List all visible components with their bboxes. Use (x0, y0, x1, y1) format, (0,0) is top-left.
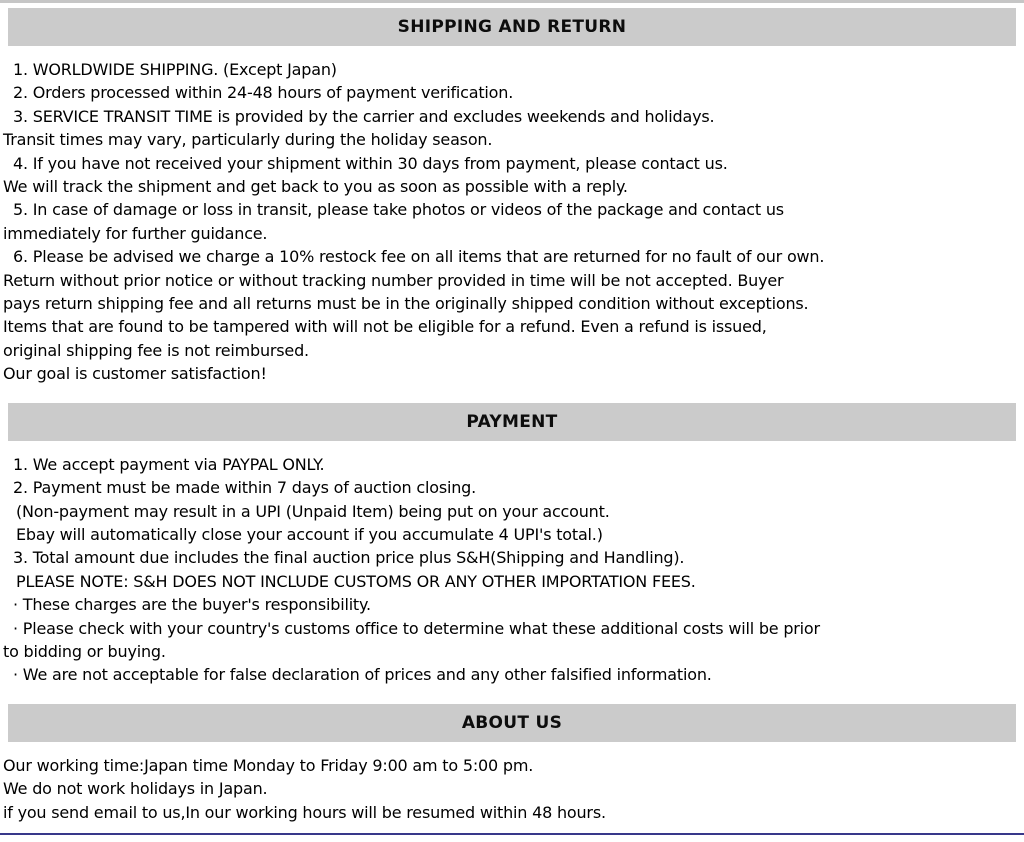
sections-container (0, 8, 1024, 833)
text-line: 1. WORLDWIDE SHIPPING. (Except Japan) (13, 60, 337, 79)
text-line: Return without prior notice or without tracking number provided in time will be not accepted. Buyer (3, 270, 784, 290)
text-line: 1. We accept payment via PAYPAL ONLY. (13, 454, 325, 474)
section-body (0, 441, 1024, 704)
text-line: 6. Please be advised we charge a 10% restock fee on all items that are returned for no fault of our own. (13, 247, 825, 267)
section-body (0, 46, 1024, 403)
section-title: PAYMENT (466, 411, 558, 432)
text-line: (Non-payment may result in a UPI (Unpaid Item) being put on your account. (16, 501, 610, 521)
text-line: Our working time:Japan time Monday to Friday 9:00 am to 5:00 pm. (3, 755, 534, 775)
policy-section (0, 403, 1024, 704)
text-line: 3. SERVICE TRANSIT TIME is provided by the carrier and excludes weekends and holidays. (13, 106, 715, 126)
policy-section (0, 704, 1024, 833)
text-line: Transit times may vary, particularly during the holiday season. (3, 130, 493, 150)
text-line: PLEASE NOTE: S&H DOES NOT INCLUDE CUSTOMS OR ANY OTHER IMPORTATION FEES. (16, 571, 696, 591)
section-header (8, 403, 1016, 441)
text-line: 2. Orders processed within 24-48 hours of payment verification. (13, 83, 514, 103)
text-line: We will track the shipment and get back to you as soon as possible with a reply. (3, 177, 628, 197)
text-line: to bidding or buying. (3, 641, 166, 661)
text-line: 2. Payment must be made within 7 days of auction closing. (13, 478, 476, 498)
text-line: Our goal is customer satisfaction! (3, 364, 267, 384)
bottom-divider (0, 833, 1024, 835)
section-title: ABOUT US (461, 712, 563, 733)
section-body (0, 742, 1024, 833)
text-line: · Please check with your country's customs office to determine what these additional costs will be prior (13, 618, 820, 638)
text-line: 5. In case of damage or loss in transit, please take photos or videos of the package and contact us (13, 200, 784, 220)
text-line: if you send email to us,In our working hours will be resumed within 48 hours. (3, 802, 606, 822)
text-line: Ebay will automatically close your account if you accumulate 4 UPI's total.) (16, 524, 603, 544)
text-line: · These charges are the buyer's responsibility. (13, 595, 371, 615)
text-line: · We are not acceptable for false declaration of prices and any other falsified information. (13, 665, 712, 685)
text-line: original shipping fee is not reimbursed. (3, 340, 309, 360)
text-line: pays return shipping fee and all returns must be in the originally shipped condition without exceptions. (3, 294, 809, 314)
policy-section (0, 8, 1024, 403)
text-line: Items that are found to be tampered with will not be eligible for a refund. Even a refund is issued, (3, 317, 767, 337)
text-line: 3. Total amount due includes the final auction price plus S&H(Shipping and Handling). (13, 548, 685, 568)
text-line: We do not work holidays in Japan. (3, 779, 268, 799)
section-header (8, 704, 1016, 742)
section-header (8, 8, 1016, 46)
text-line: 4. If you have not received your shipment within 30 days from payment, please contact us. (13, 153, 728, 173)
section-title: SHIPPING AND RETURN (397, 17, 627, 37)
text-line: immediately for further guidance. (3, 223, 268, 243)
top-divider (0, 0, 1024, 3)
